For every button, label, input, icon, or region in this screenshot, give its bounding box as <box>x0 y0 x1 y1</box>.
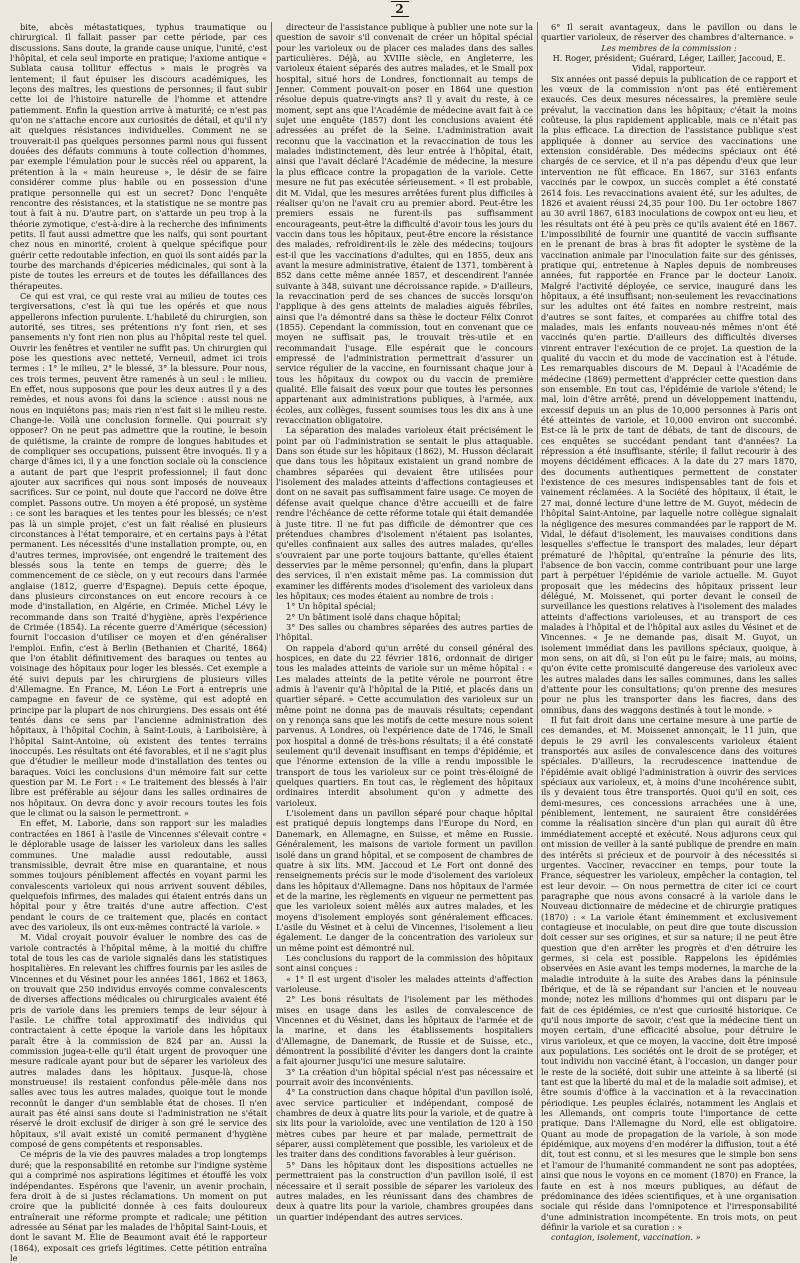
closing-words: contagion, isolement, vaccination. » <box>551 1232 701 1243</box>
paragraph: 5° Dans les hôpitaux dont les dispositions actuelles ne permettraient pas la construction d'un pavillon isolé, il est nécessaire et il serait possible de séparer les varioleux des autres malades, en les réunissant dans des chambres de deux à quatre lits pour la variole, chambres groupées dans un quartier indépendant des autres services. <box>276 1159 533 1222</box>
paragraph: « 1° Il est urgent d'isoler les malades atteints d'affection varioleuse. <box>276 973 533 994</box>
paragraph: On rappela d'abord qu'un arrêté du conseil général des hospices, en date du 22 février 1816, ordonnait de diriger tous les malades atteints de variole sur un même hôpital : « Les malades atteints de la petite vérole ne pourront être admis à l'avenir qu'à l'hôpital de la Pitié, et placés dans un quartier séparé. » Cette accumulation des varioleux sur un même point ne donna pas de mauvais résultats; cependant on y renonça sans que les motifs de cette mesure nous soient parvenus. A Londres, où l'expérience date de 1746, le Small pox hospital a donné de très-bons résultats; il a été constaté seulement qu'il devenait insuffisant en temps d'épidémie, et que l'énorme extension de la ville a rendu impossible le transport de tous les varioleux sur ce point très-éloigné de quelques quartiers. En tout cas, le règlement des hôpitaux ordinaires interdit absolument qu'on y admette des varioleux. <box>276 642 533 808</box>
page-number <box>0 2 800 16</box>
paragraph: Il fut fait droit dans une certaine mesure à une partie de ces demandes, et M. Moissenet annonçait, le 11 juin, que depuis le 29 avril les convalescents varioleux étaient transportés aux asiles de convalescence dans des voitures spéciales. D'ailleurs, la recrudescence inattendue de l'épidémie avait obligé l'administration à ouvrir des services spéciaux aux varioleux, et, à moins d'une incohérence subit, ils y devaient tous être transportés. Quoi qu'il en soit, ces demi-mesures, ces concessions arrachées une à une, péniblement, lentement, ne sauraient être considérées comme la réalisation sincère d'un plan qui aurait dû être immédiatement accepté et exécuté. Nous adjurons ceux qui ont mission de veiller à la santé publique de prendre en main des intérêts si précieux et de pourvoir à des nécessités si urgentes. Vacciner, revacciner en temps, pour toute la France, séquestrer les varioleux, empêcher la contagion, tel est leur devoir. — On nous permettra de citer ici ce court paragraphe que nous avons consacré à la variole dans le Nouveau dictionnaire de médecine et de chirurgie pratiques (1870) : « La variole étant éminemment et exclusivement contagieuse et inoculable, on peut dire que toute discussion doit cesser sur ses origines, et sur sa nature; il ne peut être question que d'en arrêter les progrès et d'en détruire les germes, si cela est possible. Rappelons les épidémies observées en Asie avant les temps modernes, la marche de la maladie introduite à la suite des Arabes dans la péninsule Ibérique, et de là se répandant sur l'ancien et le nouveau monde; notez les millions d'hommes qui ont disparu par le fait de ces épidémies, ce n'est que curiosité historique. Ce qu'il nous importe de savoir, c'est que la médecine tient un moyen certain, d'une efficacité absolue, pour détruire le virus varioleux, et que ce moyen, la vaccine, doit être imposé aux populations. Les sociétés ont le droit de se protéger, et tout individu non vacciné étant, à l'occasion, un danger pour le reste de la société, doit subir une atteinte à sa liberté (si tant est que la liberté du mal et de la maladie soit admise), et être soumis d'office à la vaccination et à la revaccination périodique. Les peuples éclairés, notamment les Anglais et les Allemands, ont compris toute l'importance de cette pratique. Dans l'Allemagne du Nord, elle est obligatoire. Quant au mode de propagation de la variole, à son mode épidémique, aux moyens d'en modérer la diffusion, tout a été dit, tout est connu, et si les mesures que le simple bon sens et l'amour de l'humanité commandent ne sont pas adoptées, ainsi que nous le voyons en ce moment (1870) en France, la faute en est à nos mœurs publiques, au défaut de prédominance des idées scientifiques, et à une organisation sociale qui réside dans l'omnipotence et l'irresponsabilité d'une administration incompétente. En trois mots, on peut définir la variole et sa curation : » <box>541 715 798 1232</box>
paragraph: 4° La construction dans chaque hôpital d'un pavillon isolé, avec service particulier et indépendant, composé de chambres de deux à quatre lits pour la variole, et de quatre à six lits pour la varioloïde, avec une ventilation de 120 à 150 mètres cubes par heure et par malade, permettrait de séparer, aussi complètement que possible, les varioleux et de les traiter dans des conditions favorables à leur guérison. <box>276 1087 533 1160</box>
paragraph: En effet, M. Laborie, dans son rapport sur les maladies contractées en 1861 à l'asile de Vincennes s'élevait contre « le déplorable usage de laisser les varioleux dans les salles communes. Une maladie aussi redoutable, aussi transmissible, devrait être mise en quarantaine, et nous sommes toujours péniblement affectés en voyant parmi les convalescents varioleux qui nous arrivent souvent débiles, quelquefois infirmes, des malades qui étaient entrés dans un hôpital pour y être traités d'une autre affection. C'est pendant le cours de ce traitement que, placés en contact avec des varioleux, ils ont eux-mêmes contracté la variole. » <box>10 818 267 932</box>
page-number-value: 2 <box>391 1 408 17</box>
paragraph: Ce qui est vrai, ce qui reste vrai au milieu de toutes ces tergiversations, c'est là qui tue les opérés et que nous appellerons infection purulente. L'habileté du chirurgien, son autorité, ses titres, ses prétentions n'y font rien, et ses pansements n'y font rien non plus au l'hôpital reste tel quel. Ouvrir les fenêtres et ventiler ne suffit pas. Un chirurgien qui pose les questions avec netteté, Verneuil, admet ici trois termes : 1° le milieu, 2° le blessé, 3° la blessure. Pour nous, ces trois termes, peuvent être ramenés à un seul : le milieu. En effet, nous supposons que pour les deux autres il y a des remèdes, et nous avons foi dans la science : aussi nous ne nous en inquiétons pas; mais rien n'est fait si le milieu reste. Change-le. Voilà une conclusion formelle. Qui pourrait s'y opposer? On ne peut pas admettre que la routine, le besoin de quiétisme, la crainte de rompre de longues habitudes et de compliquer ses occupations, puissent être invoqués. Il y a charge d'âmes ici, il y a une fonction sociale où la conscience a autant de part que l'esprit professionnel; il faut donc ajouter aux sacrifices qui nous sont imposés de nouveaux sacrifices. Sur ce point, nul doute que l'accord ne doive être complet. Passons outre. Un moyen a été proposé, un système : ce sont les baraques et les tentes pour les blessés; ce n'est pas là un simple projet, c'est un fait réalisé en plusieurs circonstances à l'état temporaire, et en certains pays à l'état permanent. Les nécessités d'une installation prompte, ou, en d'autres termes, improvisée, ont engendré le traitement des blessés sous la tente en temps de guerre; dès le commencement de ce siècle, on y eut recours dans l'armée anglaise (1812, guerre d'Espagne). Depuis cette époque, dans plusieurs circonstances on eut encore recours à ce mode d'installation, en Algérie, en Crimée. Michel Lévy le recommande dans son Traité d'hygiène, après l'expérience de Crimée (1854). La récente guerre d'Amérique (sécession) fournit l'occasion d'utiliser ce moyen et d'en généraliser l'emploi. Enfin, c'est à Berlin (Bethanien et Charité, 1864) que l'on établit définitivement des baraques ou tentes au voisinage des hôpitaux pour loger les blessés. Cet exemple a été suivi depuis par les chirurgiens de plusieurs villes d'Allemagne. En France, M. Léon Le Fort a entrepris une campagne en faveur de ce système, qui est adopté en principe par la plupart de nos chirurgiens. Des essais ont été tentés dans ce sens par l'ancienne administration des hôpitaux, à l'hôpital Cochin, à Saint-Louis, à Lariboisière, à l'hôpital Saint-Antoine, où existent des tentes terrains inoccupés. Les résultats ont été favorables, et il ne s'agit plus que d'étudier le meilleur mode d'installation des tentes ou baraques. Voici les conclusions d'un mémoire fait sur cette question par M. Le Fort : « Le traitement des blessés à l'air libre est préférable au séjour dans les salles ordinaires de nos hôpitaux. On devra donc y avoir recours toutes les fois que le climat ou la saison le permettront. » <box>10 290 267 819</box>
column-left <box>10 22 267 1263</box>
column-rule-right <box>537 22 538 1190</box>
paragraph: Ce mépris de la vie des pauvres malades a trop longtemps duré; que la responsabilité en retombe sur l'indigne système qui a comprimé nos aspirations légitimes et étouffé les voix indépendantes. Espérons que l'avenir, un avenir prochain, fera droit à de si justes réclamations. Un moment on put croire que la publicité donnée à ces faits douloureux entraînerait une réforme prompte et radicale; une pétition adressée au Sénat par les malades de l'hôpital Saint-Louis, et dont le savant M. Élie de Beaumont avait été le rapporteur (1864), exposait ces griefs légitimes. Cette pétition entraîna le <box>10 1149 267 1263</box>
paragraph: bite, abcès métastatiques, typhus traumatique ou chirurgical. Il fallait passer par cette période, par ces discussions. Sans doute, la grande cause unique, l'unité, c'est l'hôpital, et cela seul importe en pratique; l'axiome antique « Sublata causa tollitur effectus » mais le progrès va lentement; il faut épuiser les discours académiques, les leçons des maîtres, les questions de personnes; il faut subir cette loi de l'histoire naturelle de l'homme et attendre patiemment. Enfin la question arrive à maturité; ce n'est pas qu'on ne s'attache encore aux curiosités de détail, et qu'il n'y ait quelques résistances individuelles. Comment ne se trouverait-il pas quelques personnes parmi nous qui fussent douées des défauts communs à toute collection d'hommes, par exemple l'émulation pour le succès réel ou apparent, la prétention à la « main heureuse », le désir de se faire considérer comme plus habile ou en possession d'une pratique personnelle qui est un secret? Donc l'enquête rencontre des résistances, et la statistique ne se montre pas tout à fait à nu. D'autre part, on s'attarde un peu trop à la théorie zymotique, c'est-à-dire à la recherche des infiniments petits. Il faut aussi admettre que les naïfs, qui sont pourtant chez nous en minorité, croient à quelque spécifique pour guérir cette redoutable infection, en quoi ils sont aidés par la tourbe des marchands d'épiceries médicinales, qui sont à la piste de toutes les erreurs et de toutes les défaillances des thérapeutes. <box>10 22 267 291</box>
column-rule-left <box>271 22 272 1190</box>
paragraph: Six années ont passé depuis la publication de ce rapport et les vœux de la commission n'ont pas été entièrement exaucés. Ces deux mesures nécessaires, la première seule prévalut, la vaccination dans les hôpitaux; c'était la moins coûteuse, la plus rapidement applicable, mais ce n'était pas la plus efficace. La direction de l'assistance publique s'est appliquée à donner au service des vaccinations une extension considérable. Des médecins spéciaux ont été chargés de ce service, et il n'a pas dépendu d'eux que leur intervention ne fût efficace. En 1867, sur 3163 enfants vaccinés par le cowpox, un succès complet a été constaté 2614 fois. Les revaccinations avaient été, sur les adultes, de 1826 et avaient réussi 24,35 pour 100. Du 1er octobre 1867 au 30 avril 1867, 6183 inoculations de cowpox ont eu lieu, et les résultats ont été à peu près ce qu'ils avaient été en 1867. L'impossibilité de fournir une quantité de vaccin suffisante en le prenant de bras à bras fit adopter le système de la vaccination animale par l'inoculation faite sur des génisses, pratique qui, entretenue à Naples depuis de nombreuses années, fut rapportée en France par le docteur Lanoix. Malgré l'activité déployée, ce service, inauguré dans les hôpitaux, a été insuffisant; non-seulement les revaccinations sur les adultes ont été faites en nombre restreint, mais d'autres se sont faites, et comparées au chiffre total des malades, mais les enfants nouveau-nés mêmes n'ont été vaccinés qu'en partie. D'ailleurs des difficultés diverses vinrent entraver l'exécution de ce projet. La question de la qualité du vaccin et du mode de vaccination est à l'étude. Les remarquables discours de M. Depaul à l'Académie de médecine (1869) permettent d'apprécier cette question dans son ensemble. En tout cas, l'épidémie de variole s'étend; le mal, loin d'être arrêté, prend un développement inattendu, excessif depuis un an plus de 10,000 personnes à Paris ont été atteintes de variole, et 10,000 environ ont succombé. Est-ce là le prix de tant de débats, de tant de discours, de ces enquêtes se succédant pendant tant d'années? La répression a été insuffisante, stérile; il fallut recourir à des moyens décidément efficaces. A la date du 27 mars 1870, des documents authentiques permettent de constater l'existence de ces mesures indispensables tant de fois et vainement réclamées. A la Société des hôpitaux, il était, le 27 mai, donné lecture d'une lettre de M. Guyot, médecin de l'hôpital Saint-Antoine, par laquelle notre collègue signalait la négligence des mesures commandées par le rapport de M. Vidal, le défaut d'isolement, les mauvaises conditions dans lesquelles s'effectue le transport des malades, leur départ prématuré de l'hôpital, qu'entraîne la pénurie des lits, l'absence de bon vaccin, comme contribuant pour une large part à perpétuer l'épidémie de variole actuelle. M. Guyot proposait que les médecins des hôpitaux prissent leur délégué, M. Moissenet, qui porter devant le conseil de surveillance les questions relatives à l'isolement des malades atteints d'affections varioleuses, et au transport de ces malades à l'hôpital et de l'hôpital aux asiles du Vésinet et de Vincennes. « Je ne demande pas, disait M. Guyot, un isolement immédiat dans les pavillons spéciaux, quoique, à mon sens, on ait dû, si l'on eût pu le faire; mais, au moins, qu'on évite cette promiscuité dangereuse des varioleux avec les autres malades dans les salles communes, dans les salles d'attente pour les consultations; qu'on prenne des mesures pour ne plus les transporter dans les fiacres, dans des omnibus, dans des waggons destinés à tout le monde. » <box>541 73 797 715</box>
paragraph: La séparation des malades varioleux était précisément le point par où l'administration se sentait le plus attaquable. Dans son étude sur les hôpitaux (1862), M. Husson déclarait que dans tous les hôpitaux existaient un grand nombre de chambres séparées qui devaient être utilisées pour l'isolement des malades atteints d'affections contagieuses et dont on ne savait pas suffisamment faire usage. Ce moyen de défense avait quelque chance d'être accueilli et de faire rendre l'échéance de cette réforme totale qui était demandée à juste titre. Il ne fut pas difficile de démontrer que ces prétendues chambres d'isolement n'étaient pas isolantes, qu'elles confinaient aux salles des autres malades, qu'elles s'ouvraient par une porte toujours battante, qu'elles étaient desservies par le même personnel; qu'enfin, dans la plupart des services, il n'en existait même pas. La commission dut examiner les différents modes d'isolement des varioleux dans les hôpitaux; ces modes étaient au nombre de trois : <box>276 425 533 601</box>
column-middle <box>276 22 533 1222</box>
paragraph: M. Vidal croyait pouvoir évaluer le nombre des cas de variole contractés à l'hôpital même, à la moitié du chiffre total de tous les cas de variole signalés dans les statistiques hospitalières. En relevant les chiffres fournis par les asiles de Vincennes et du Vésinet pour les années 1861, 1862 et 1863, on trouvait que 250 individus envoyés comme convalescents de diverses affections médicales ou chirurgicales avaient été pris de variole dans les premiers temps de leur séjour à l'asile. Le chiffre total approximatif des individus qui contractaient à cette époque la variole dans les hôpitaux paraît être à la commission de 824 par an. Aussi la commission jugea-t-elle qu'il était urgent de provoquer une mesure radicale ayant pour but de séparer les varioleux des autres malades dans les hôpitaux. Jusque-là, chose monstrueuse! ils restaient confondus pêle-mêle dans nos salles avec tous les autres malades, quoique tout le monde reconnût le danger d'un semblable état de choses. Il n'en aurait pas été ainsi sans doute si l'administration ne s'était réservé le droit exclusif de diriger à son gré le service des hôpitaux, s'il avait existé un comité permanent d'hygiène composé de gens compétents et responsables. <box>10 932 267 1150</box>
commission-label: Les membres de la commission : <box>601 42 737 53</box>
paragraph: L'isolement dans un pavillon séparé pour chaque hôpital est pratiqué depuis longtemps dans l'Europe du Nord, en Danemark, en Allemagne, en Suisse, et même en Russie. Généralement, les maisons de variole forment un pavillon isolé dans un grand hôpital, et se composent de chambres de quatre à six lits. MM. Jaccoud et Le Fort ont donné des renseignements précis sur le mode d'isolement des varioleux dans les hôpitaux d'Allemagne. Dans nos hôpitaux de l'armée et de la marine, les règlements en vigueur ne permettent pas que les varioleux soient mêlés aux autres malades, et les moyens d'isolement employés sont généralement efficaces. L'asile du Vésinet et à celui de Vincennes, l'isolement a lieu également. Le danger de la concentration des varioleux sur un même point est démontré nul. <box>276 808 533 953</box>
isolation-modes-list <box>276 601 533 642</box>
commission-members: H. Roger, président; Guérard, Léger, Lailler, Jaccoud, E. Vidal, rapporteur. <box>552 53 786 74</box>
paragraph: 3° La création d'un hôpital spécial n'est pas nécessaire et pourrait avoir des inconvénients. <box>276 1066 533 1088</box>
list-item: 1° Un hôpital spécial; <box>286 601 376 612</box>
paragraph: Les conclusions du rapport de la commission des hôpitaux sont ainsi conçues : <box>276 952 533 974</box>
paragraph: 2° Les bons résultats de l'isolement par les méthodes mises en usage dans les asiles de convalescence de Vincennes et du Vésinet, dans les hôpitaux de l'armée et de la marine, et dans les établissements hospitaliers d'Allemagne, de Danemark, de Russie et de Suisse, etc., démontrent la possibilité d'éviter les dangers dont la crainte a fait ajourner jusqu'ici une mesure salutaire. <box>276 994 533 1067</box>
paragraph: directeur de l'assistance publique à publier une note sur la question de savoir s'il convenait de créer un hôpital spécial pour les varioleux ou de placer ces malades dans des salles particulières. Déjà, au XVIIIe siècle, en Angleterre, les varioleux étaient séparés des autres malades, et le Small pox hospital, situé hors de Londres, fonctionnait au temps de Jenner. Comment pouvait-on poser en 1864 une question résolue depuis quatre-vingts ans? Il y avait du reste, à ce moment, sept ans que l'Académie de médecine avait fait à ce sujet une enquête (1857) dont les conclusions avaient été adressées au préfet de la Seine. L'administration avait reconnu que la vaccination et la revaccination de tous les malades indistinctement, dès leur entrée à l'hôpital, était, ainsi que l'avait déclaré l'Académie de médecine, la mesure la plus efficace contre la propagation de la variole. Cette mesure ne fut pas exécutée sérieusement. « Il est probable, dit M. Vidal, que les mesures arrêtées furent plus difficiles à réaliser qu'on ne l'avait cru au premier abord. Peut-être les premiers essais ne furent-ils pas suffisamment encourageants, peut-être la difficulté d'avoir tous les jours du vaccin dans tous les hôpitaux, peut-être encore la résistance des malades, refroidirent-ils le zèle des médecins; toujours est-il que les vaccinations d'adultes, qui en 1855, deux ans avant la mesure administrative, étaient de 1371, tombèrent à 852 dans cette même année 1857, et descendirent l'année suivante à 348, suivant une décroissance rapide. » D'ailleurs, la revaccination perd de ses chances de succès lorsqu'on l'applique à des gens atteints de maladies aiguës fébriles, ainsi que l'a démontré dans sa thèse le docteur Félix Conrot (1855). Cependant la commission, tout en convenant que ce moyen ne suffisait pas, le trouvait très-utile et en recommandait l'usage. Elle espérait que le concours empressé de l'administration permettrait d'assurer un service régulier de la vaccine, en fournissant chaque jour à tous les hôpitaux du cowpox ou du vaccin de première qualité. Elle faisait des vœux pour que toutes les personnes appartenant aux administrations publiques, à l'armée, aux écoles, aux collèges, fussent soumises tous les dix ans à une revaccination obligatoire. <box>276 22 533 426</box>
column-right <box>541 22 798 1243</box>
paragraph: 6° Il serait avantageux, dans le pavillon ou dans le quartier varioleux, de réserver des chambres d'alternance. » <box>541 22 797 43</box>
list-item: 3° Des salles ou chambres séparées des autres parties de l'hôpital. <box>276 621 533 643</box>
list-item: 2° Un bâtiment isolé dans chaque hôpital; <box>286 611 461 622</box>
